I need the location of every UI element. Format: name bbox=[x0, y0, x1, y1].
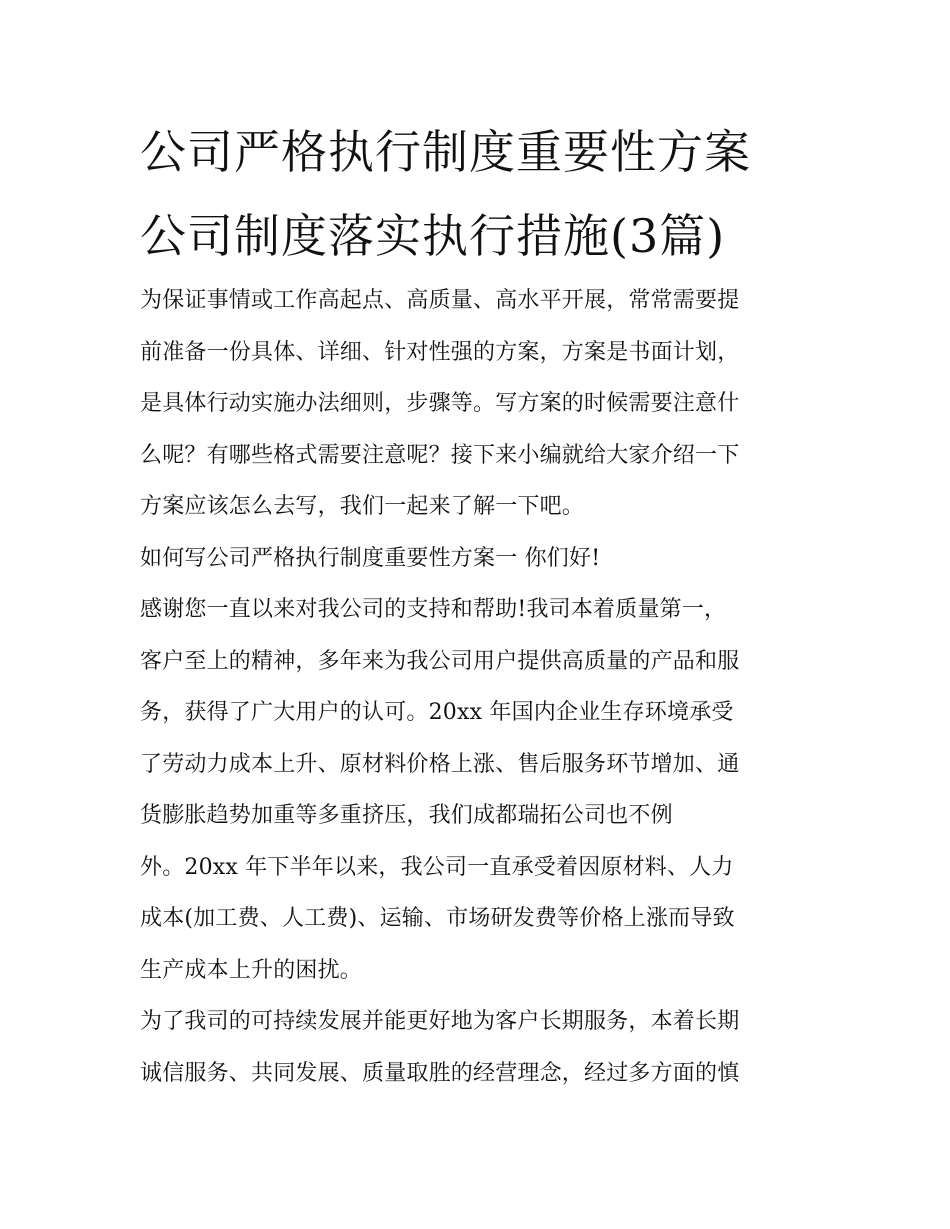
body-line: 为保证事情或工作高起点、高质量、高水平开展，常常需要提 bbox=[140, 288, 740, 313]
body-line: 了劳动力成本上升、原材料价格上涨、售后服务环节增加、通 bbox=[140, 751, 740, 777]
body-line: 外。20xx 年下半年以来，我公司一直承受着因原材料、人力 bbox=[140, 854, 734, 880]
body-line: 诚信服务、共同发展、质量取胜的经营理念，经过多方面的慎 bbox=[140, 1060, 740, 1086]
body-line: 成本(加工费、人工费)、运输、市场研发费等价格上涨而导致 bbox=[140, 906, 735, 931]
body-line: 前准备一份具体、详细、针对性强的方案，方案是书面计划， bbox=[140, 339, 740, 365]
document-title bbox=[140, 110, 820, 278]
document-body bbox=[140, 275, 820, 1099]
title-line-1: 公司严格执行制度重要性方案 bbox=[140, 125, 751, 179]
body-line: 务，获得了广大用户的认可。20xx 年国内企业生存环境承受 bbox=[140, 700, 734, 725]
body-line: 么呢？有哪些格式需要注意呢？接下来小编就给大家介绍一下 bbox=[140, 442, 740, 468]
body-line: 生产成本上升的困扰。 bbox=[140, 957, 363, 983]
body-line: 货膨胀趋势加重等多重挤压，我们成都瑞拓公司也不例 bbox=[140, 803, 673, 828]
body-line: 客户至上的精神，多年来为我公司用户提供高质量的产品和服 bbox=[140, 648, 740, 674]
body-line: 如何写公司严格执行制度重要性方案一 你们好! bbox=[140, 545, 601, 571]
body-line: 为了我司的可持续发展并能更好地为客户长期服务，本着长期 bbox=[140, 1009, 740, 1034]
body-line: 感谢您一直以来对我公司的支持和帮助!我司本着质量第一， bbox=[140, 597, 727, 622]
title-line-2: 公司制度落实执行措施(3篇) bbox=[140, 209, 726, 263]
body-line: 方案应该怎么去写，我们一起来了解一下吧。 bbox=[140, 494, 585, 519]
body-line: 是具体行动实施办法细则，步骤等。写方案的时候需要注意什 bbox=[140, 391, 740, 416]
